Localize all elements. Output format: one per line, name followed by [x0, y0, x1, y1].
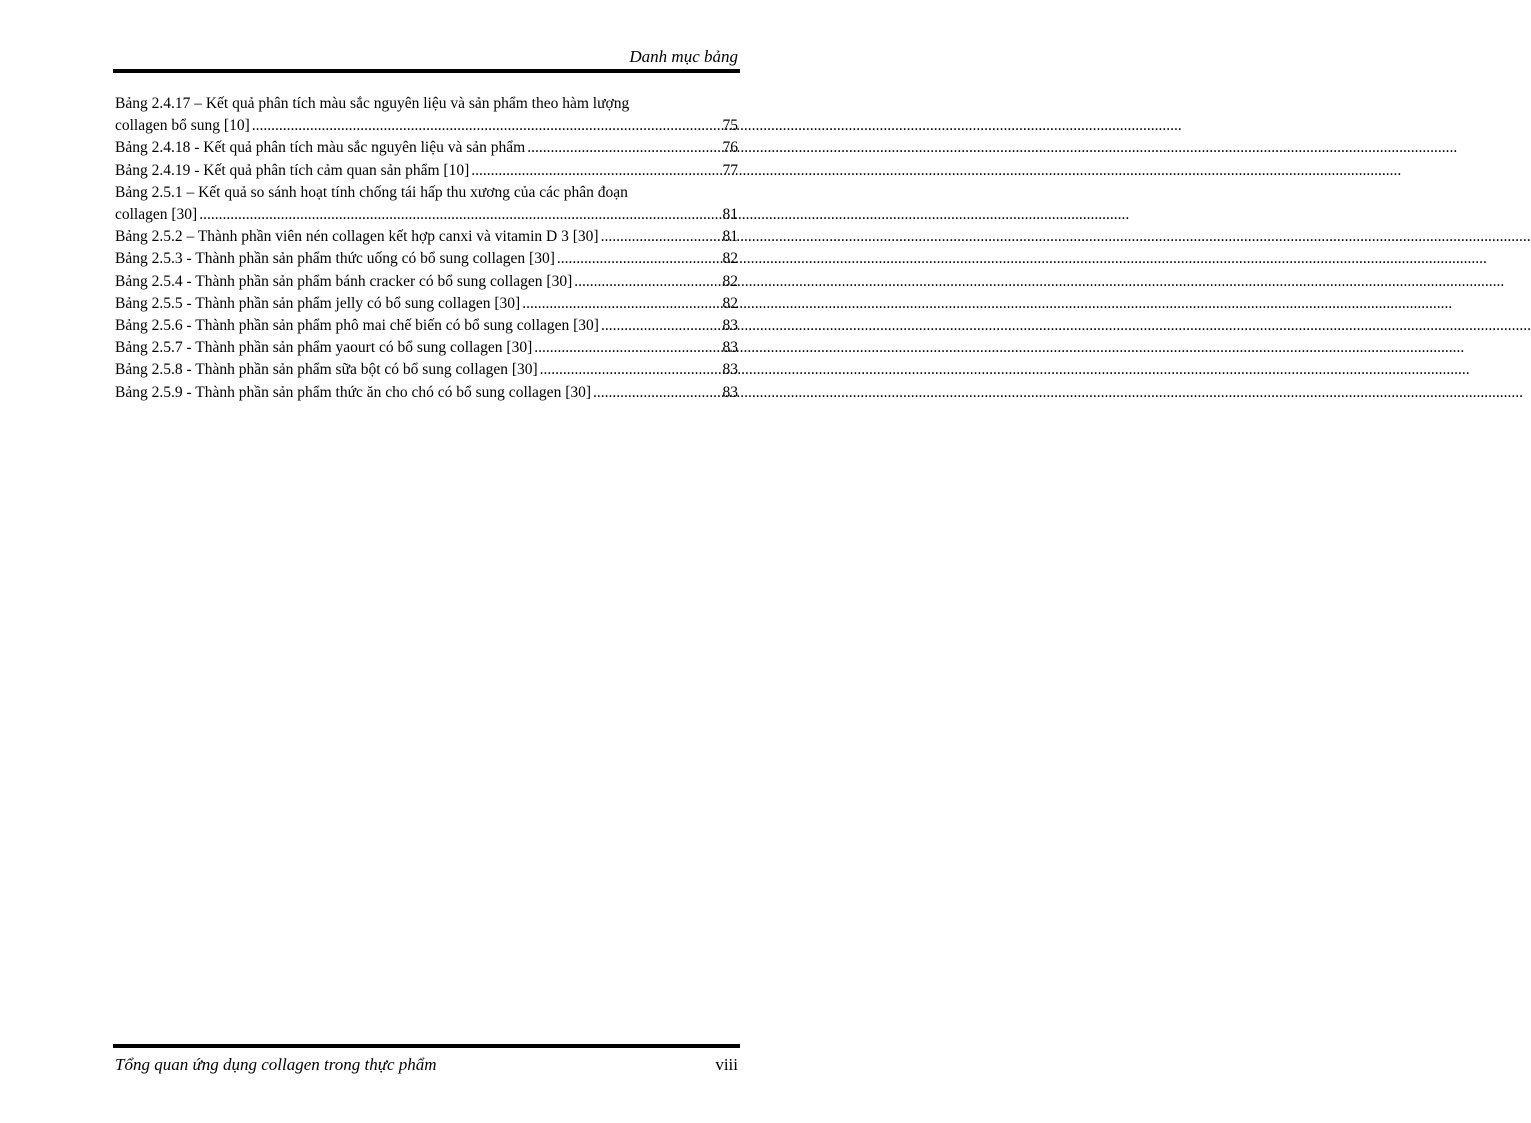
toc-entry-title-line1: Bảng 2.5.1 – Kết quả so sánh hoạt tính chống tái hấp thu xương của các phân đoạn [115, 183, 628, 201]
toc-entry-title: Bảng 2.5.6 - Thành phần sản phẩm phô mai chế biến có bổ sung collagen [30] [115, 317, 599, 335]
toc-entry-2-5-6[interactable] [115, 315, 738, 337]
toc-entry-title: Bảng 2.5.7 - Thành phần sản phẩm yaourt có bổ sung collagen [30] [115, 339, 533, 357]
dot-leader [532, 337, 722, 359]
dot-leader [591, 382, 722, 404]
toc-entry-2-5-8[interactable] [115, 359, 738, 381]
toc-entry-title: Bảng 2.5.2 – Thành phần viên nén collagen kết hợp canxi và vitamin D 3 [30] [115, 228, 599, 246]
toc-entry-last-line [115, 359, 738, 381]
toc-entry-last-line [115, 160, 738, 182]
toc-entry-2-4-17[interactable] [115, 93, 738, 137]
toc-page-number: 82 [722, 272, 738, 290]
toc-page-number: 82 [722, 250, 738, 268]
dot-leader [572, 271, 722, 293]
toc-page-number: 77 [722, 161, 738, 179]
toc-entry-title: collagen bổ sung [10] [115, 117, 250, 135]
toc-page-number: 75 [722, 117, 738, 135]
toc-page-number: 83 [722, 361, 738, 379]
toc-entry-2-5-9[interactable] [115, 382, 738, 404]
toc-entry-title: collagen [30] [115, 206, 198, 224]
page-number: viii [715, 1055, 738, 1074]
toc-entry-last-line [115, 115, 738, 137]
dot-leader [525, 137, 722, 159]
dot-leader [599, 315, 723, 337]
toc-page-number: 81 [722, 228, 738, 246]
toc-entry-first-line [115, 182, 738, 204]
dot-leader [555, 248, 723, 270]
toc-entry-first-line [115, 93, 738, 115]
toc-entry-title: Bảng 2.5.8 - Thành phần sản phẩm sữa bột có bổ sung collagen [30] [115, 361, 538, 379]
toc-entry-last-line [115, 337, 738, 359]
toc-entry-title: Bảng 2.5.5 - Thành phần sản phẩm jelly có bổ sung collagen [30] [115, 294, 521, 312]
dot-leader [599, 226, 723, 248]
toc-page-number: 76 [722, 139, 738, 157]
dot-leader [250, 115, 723, 137]
page-footer-title: Tổng quan ứng dụng collagen trong thực phẩm [115, 1055, 437, 1074]
toc-entry-last-line [115, 315, 738, 337]
toc-entry-last-line [115, 204, 738, 226]
toc-entry-last-line [115, 226, 738, 248]
dot-leader [538, 359, 723, 381]
toc-entry-last-line [115, 382, 738, 404]
toc-entry-2-5-5[interactable] [115, 293, 738, 315]
toc-entry-title: Bảng 2.5.4 - Thành phần sản phẩm bánh cracker có bổ sung collagen [30] [115, 272, 573, 290]
toc-page-number: 83 [722, 339, 738, 357]
toc-page-number: 83 [722, 383, 738, 401]
toc-entry-last-line [115, 293, 738, 315]
toc-entry-last-line [115, 248, 738, 270]
toc-entry-last-line [115, 271, 738, 293]
toc-page-number: 81 [722, 206, 738, 224]
toc-entry-title: Bảng 2.5.9 - Thành phần sản phẩm thức ăn cho chó có bổ sung collagen [30] [115, 383, 592, 401]
footer-divider [113, 1044, 740, 1048]
toc-entry-2-5-4[interactable] [115, 271, 738, 293]
toc-entry-last-line [115, 137, 738, 159]
toc-entry-title-line1: Bảng 2.4.17 – Kết quả phân tích màu sắc nguyên liệu và sản phẩm theo hàm lượng [115, 95, 630, 112]
dot-leader [469, 160, 722, 182]
table-list [115, 93, 738, 404]
header-divider [113, 69, 740, 73]
toc-entry-2-5-7[interactable] [115, 337, 738, 359]
toc-entry-2-4-19[interactable] [115, 160, 738, 182]
toc-page-number: 82 [722, 294, 738, 312]
toc-entry-2-4-18[interactable] [115, 137, 738, 159]
toc-entry-title: Bảng 2.4.18 - Kết quả phân tích màu sắc nguyên liệu và sản phẩm [115, 139, 526, 157]
toc-entry-2-5-2[interactable] [115, 226, 738, 248]
toc-page-number: 83 [722, 317, 738, 335]
dot-leader [197, 204, 722, 226]
toc-entry-2-5-1[interactable] [115, 182, 738, 226]
dot-leader [520, 293, 722, 315]
page-header-title: Danh mục bảng [629, 47, 738, 66]
toc-entry-title: Bảng 2.4.19 - Kết quả phân tích cảm quan sản phẩm [10] [115, 161, 470, 179]
toc-entry-title: Bảng 2.5.3 - Thành phần sản phẩm thức uống có bổ sung collagen [30] [115, 250, 555, 268]
toc-entry-2-5-3[interactable] [115, 248, 738, 270]
